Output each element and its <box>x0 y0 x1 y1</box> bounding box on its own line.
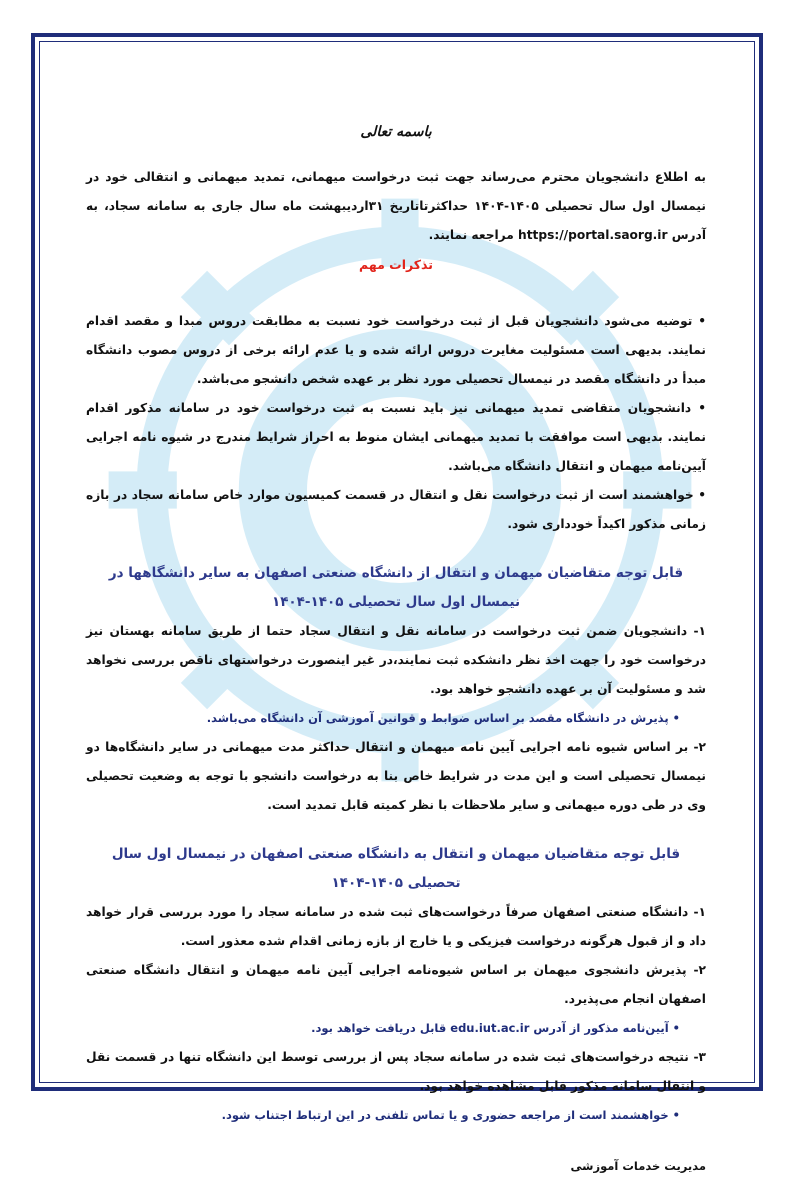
letter-title: باسمه تعالی <box>360 124 432 140</box>
notes-heading: تذکرات مهم <box>359 257 433 272</box>
note-item: • دانشجویان متقاضی تمدید میهمانی نیز باید نسبت به ثبت درخواست خود در سامانه مذکور اقدام نمایند. بدیهی است موافقت با تمدید میهمانی ایشان منوط به احراز شرایط مندرج در شیوه نامه اجرایی آیین‌نامه میهمان و انتقال دانشگاه می‌باشد. <box>86 401 706 473</box>
section-incoming-item: ۲- پذیرش دانشجوی میهمان بر اساس شیوه‌نامه اجرایی آیین نامه میهمان و انتقال دانشگاه صنعتی اصفهان انجام می‌پذیرد. <box>86 963 706 1006</box>
letter-content <box>86 118 706 1181</box>
note-item: • توضیه می‌شود دانشجویان قبل از ثبت درخواست خود نسبت به مطابقت دروس مبدا و مقصد اقدام نمایند. بدیهی است مسئولیت مغایرت دروس ارائه شده و یا عدم ارائه برخی از دروس مصوب دانشگاه مبدأ در دانشگاه مقصد در نیمسال تحصیلی مورد نظر بر عهده شخص دانشجو می‌باشد. <box>86 314 706 386</box>
section-incoming-note: • آیین‌نامه مذکور از آدرس edu.iut.ac.ir قابل دریافت خواهد بود. <box>311 1021 680 1035</box>
section-incoming-item: ۱- دانشگاه صنعتی اصفهان صرفاً درخواست‌های ثبت شده در سامانه سجاد را مورد بررسی قرار خواهد داد و از قبول هرگونه درخواست فیزیکی و یا خارج از بازه زمانی اقدام شده معذور است. <box>86 905 706 948</box>
intro-paragraph: به اطلاع دانشجویان محترم می‌رساند جهت ثبت درخواست میهمانی، تمدید میهمانی و انتقالی خود در نیمسال اول سال تحصیلی ۱۴۰۵-۱۴۰۴ حداکثرتاتاریخ ۳۱اردیبهشت ماه سال جاری به سامانه سجاد، به آدرس https://portal.saorg.ir مراجعه نمایند. <box>86 170 706 242</box>
signature: مدیریت خدمات آموزشی <box>570 1159 706 1173</box>
section-incoming-heading: قابل توجه متقاضیان میهمان و انتقال به دانشگاه صنعتی اصفهان در نیمسال اول سال تحصیلی ۱۴۰۵-۱۴۰۴ <box>111 846 681 891</box>
section-outgoing-heading: قابل توجه متقاضیان میهمان و انتقال از دانشگاه صنعتی اصفهان به سایر دانشگاهها در نیمسال اول سال تحصیلی ۱۴۰۵-۱۴۰۴ <box>108 565 684 610</box>
section-outgoing-item: ۲- بر اساس شیوه نامه اجرایی آیین نامه میهمان و انتقال حداکثر مدت میهمانی در سایر دانشگاه‌ها دو نیمسال تحصیلی است و این مدت در شرایط خاص بنا به درخواست دانشجو با توجه به وضعیت تحصیلی وی در طی دوره میهمانی و سایر ملاحظات با نظر کمیته قابل تمدید است. <box>86 740 706 812</box>
section-outgoing-item: ۱- دانشجویان ضمن ثبت درخواست در سامانه نقل و انتقال سجاد حتما از طریق سامانه بهستان نیز درخواست خود را جهت اخذ نظر دانشکده ثبت نمایند،در غیر اینصورت درخواستهای ناقص بررسی نخواهد شد و مسئولیت آن بر عهده دانشجو خواهد بود. <box>86 624 706 696</box>
section-outgoing-note: • پذیرش در دانشگاه مقصد بر اساس ضوابط و قوانین آموزشی آن دانشگاه می‌باشد. <box>206 711 680 725</box>
note-item: • خواهشمند است از ثبت درخواست نقل و انتقال در قسمت کمیسیون موارد خاص سامانه سجاد در بازه زمانی مذکور اکیداً خودداری شود. <box>86 488 706 531</box>
section-incoming-note: • خواهشمند است از مراجعه حضوری و یا تماس تلفنی در این ارتباط اجتناب شود. <box>221 1108 680 1122</box>
section-incoming-item: ۳- نتیجه درخواست‌های ثبت شده در سامانه سجاد پس از بررسی توسط این دانشگاه تنها در قسمت نقل و انتقال سامانه مذکور قابل مشاهده خواهد بود. <box>86 1050 706 1093</box>
